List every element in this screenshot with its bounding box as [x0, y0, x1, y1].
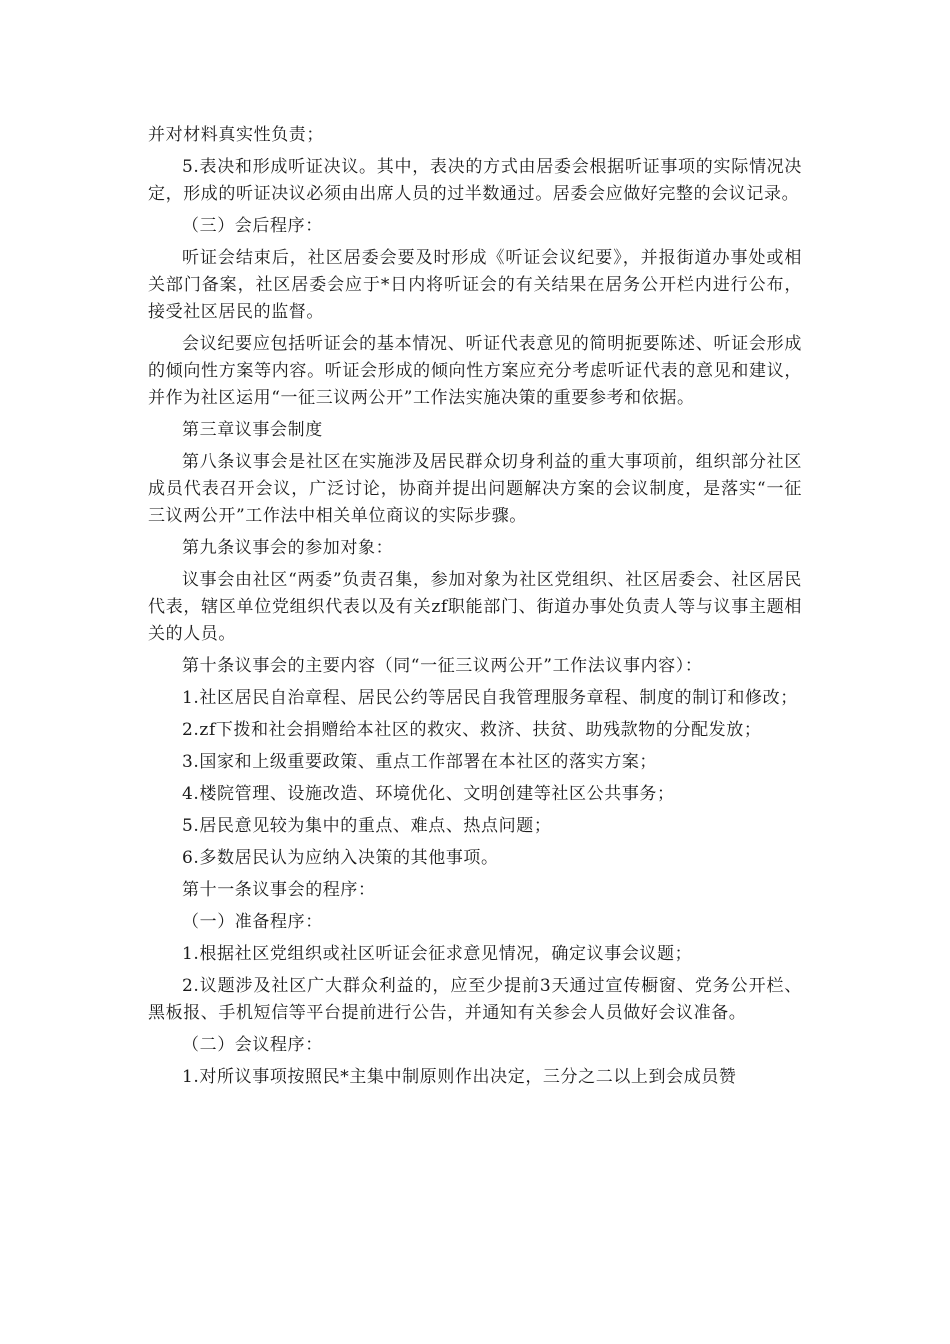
list-item: 4.楼院管理、设施改造、环境优化、文明创建等社区公共事务； — [182, 784, 675, 804]
list-item: 1.根据社区党组织或社区听证会征求意见情况，确定议事会议题； — [182, 944, 693, 964]
paragraph: 5.表决和形成听证决议。其中，表决的方式由居委会根据听证事项的实际情况决定，形成的听证决议必须由出席人员的过半数通过。居委会应做好完整的会议记录。 — [148, 157, 802, 204]
article: 第十条议事会的主要内容（同“一征三议两公开”工作法议事内容）： — [182, 656, 703, 676]
article: 第八条议事会是社区在实施涉及居民群众切身利益的重大事项前，组织部分社区成员代表召开会议，广泛讨论，协商并提出问题解决方案的会议制度，是落实“一征三议两公开”工作法中相关单位商议的实际步骤。 — [148, 452, 802, 526]
list-item: 1.对所议事项按照民*主集中制原则作出决定，三分之二以上到会成员赞 — [182, 1067, 737, 1087]
list-item: 2.zf下拨和社会捐赠给本社区的救灾、救济、扶贫、助残款物的分配发放； — [182, 720, 762, 740]
section-heading: （三）会后程序： — [182, 216, 323, 236]
list-item: 6.多数居民认为应纳入决策的其他事项。 — [182, 848, 499, 868]
article: 第九条议事会的参加对象： — [182, 538, 394, 558]
article: 第十一条议事会的程序： — [182, 880, 376, 900]
paragraph: 并对材料真实性负责； — [148, 125, 324, 145]
list-item: 5.居民意见较为集中的重点、难点、热点问题； — [182, 816, 552, 836]
list-item: 3.国家和上级重要政策、重点工作部署在本社区的落实方案； — [182, 752, 658, 772]
section-heading: （一）准备程序： — [182, 912, 323, 932]
paragraph: 会议纪要应包括听证会的基本情况、听证代表意见的简明扼要陈述、听证会形成的倾向性方案等内容。听证会形成的倾向性方案应充分考虑听证代表的意见和建议，并作为社区运用“一征三议两公开”工作法实施决策的重要参考和依据。 — [148, 334, 802, 408]
list-item: 1.社区居民自治章程、居民公约等居民自我管理服务章程、制度的制订和修改； — [182, 688, 798, 708]
section-heading: （二）会议程序： — [182, 1035, 323, 1055]
document-body — [148, 122, 802, 1096]
list-item: 2.议题涉及社区广大群众利益的，应至少提前3天通过宣传橱窗、党务公开栏、黑板报、手机短信等平台提前进行公告，并通知有关参会人员做好会议准备。 — [148, 976, 802, 1023]
paragraph: 议事会由社区“两委”负责召集，参加对象为社区党组织、社区居委会、社区居民代表，辖区单位党组织代表以及有关zf职能部门、街道办事处负责人等与议事主题相关的人员。 — [148, 570, 802, 644]
chapter-heading: 第三章议事会制度 — [182, 420, 323, 440]
paragraph: 听证会结束后，社区居委会要及时形成《听证会议纪要》，并报街道办事处或相关部门备案，社区居委会应于*日内将听证会的有关结果在居务公开栏内进行公布，接受社区居民的监督。 — [148, 248, 802, 322]
